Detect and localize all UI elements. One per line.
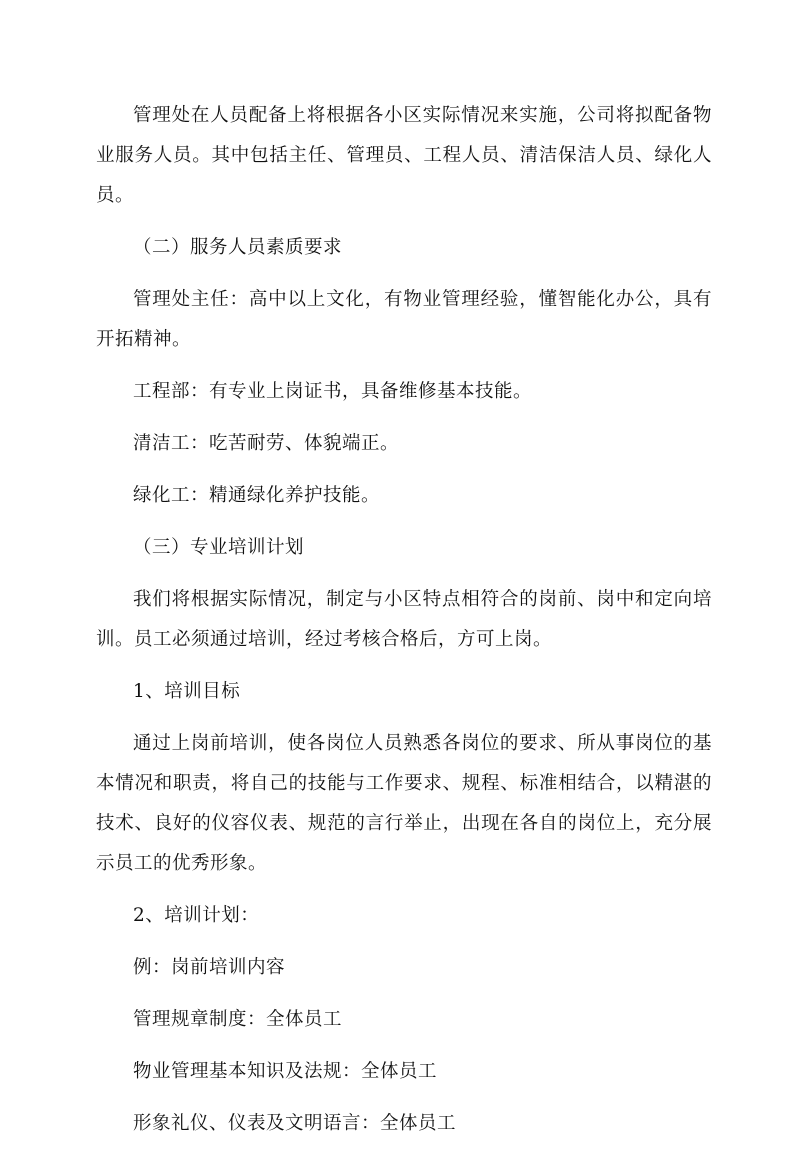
paragraph-engineering-requirements: 工程部：有专业上岗证书，具备维修基本技能。: [133, 381, 533, 402]
paragraph-training-goal: 通过上岗前培训，使各岗位人员熟悉各岗位的要求、所从事岗位的基本情况和职责，将自己的技能与工作要求、规程、标准相结合，以精湛的技术、良好的仪容仪表、规范的言行举止，出现在各自的岗位上，充分展示员工的优秀形象。: [96, 733, 712, 874]
section-heading-staff-quality: （二）服务人员素质要求: [133, 237, 343, 258]
paragraph-example-content: 例：岗前培训内容: [133, 957, 286, 978]
paragraph-staffing: 管理处在人员配备上将根据各小区实际情况来实施，公司将拟配备物业服务人员。其中包括主任、管理员、工程人员、清洁保洁人员、绿化人员。: [96, 105, 712, 206]
section-heading-training-plan: （三）专业培训计划: [133, 537, 305, 558]
paragraph-knowledge-training: 物业管理基本知识及法规：全体员工: [133, 1061, 438, 1082]
subheading-training-goal: 1、培训目标: [133, 681, 241, 702]
paragraph-greening-requirements: 绿化工：精通绿化养护技能。: [133, 485, 381, 506]
paragraph-director-requirements: 管理处主任：高中以上文化，有物业管理经验，懂智能化办公，具有开拓精神。: [96, 289, 712, 350]
subheading-training-schedule: 2、培训计划：: [133, 905, 260, 926]
paragraph-cleaner-requirements: 清洁工：吃苦耐劳、体貌端正。: [133, 433, 400, 454]
paragraph-rules-training: 管理规章制度：全体员工: [133, 1009, 343, 1030]
paragraph-etiquette-training: 形象礼仪、仪表及文明语言：全体员工: [133, 1113, 457, 1134]
paragraph-training-overview: 我们将根据实际情况，制定与小区特点相符合的岗前、岗中和定向培训。员工必须通过培训，经过考核合格后，方可上岗。: [96, 589, 712, 650]
document-body: [96, 96, 712, 1156]
